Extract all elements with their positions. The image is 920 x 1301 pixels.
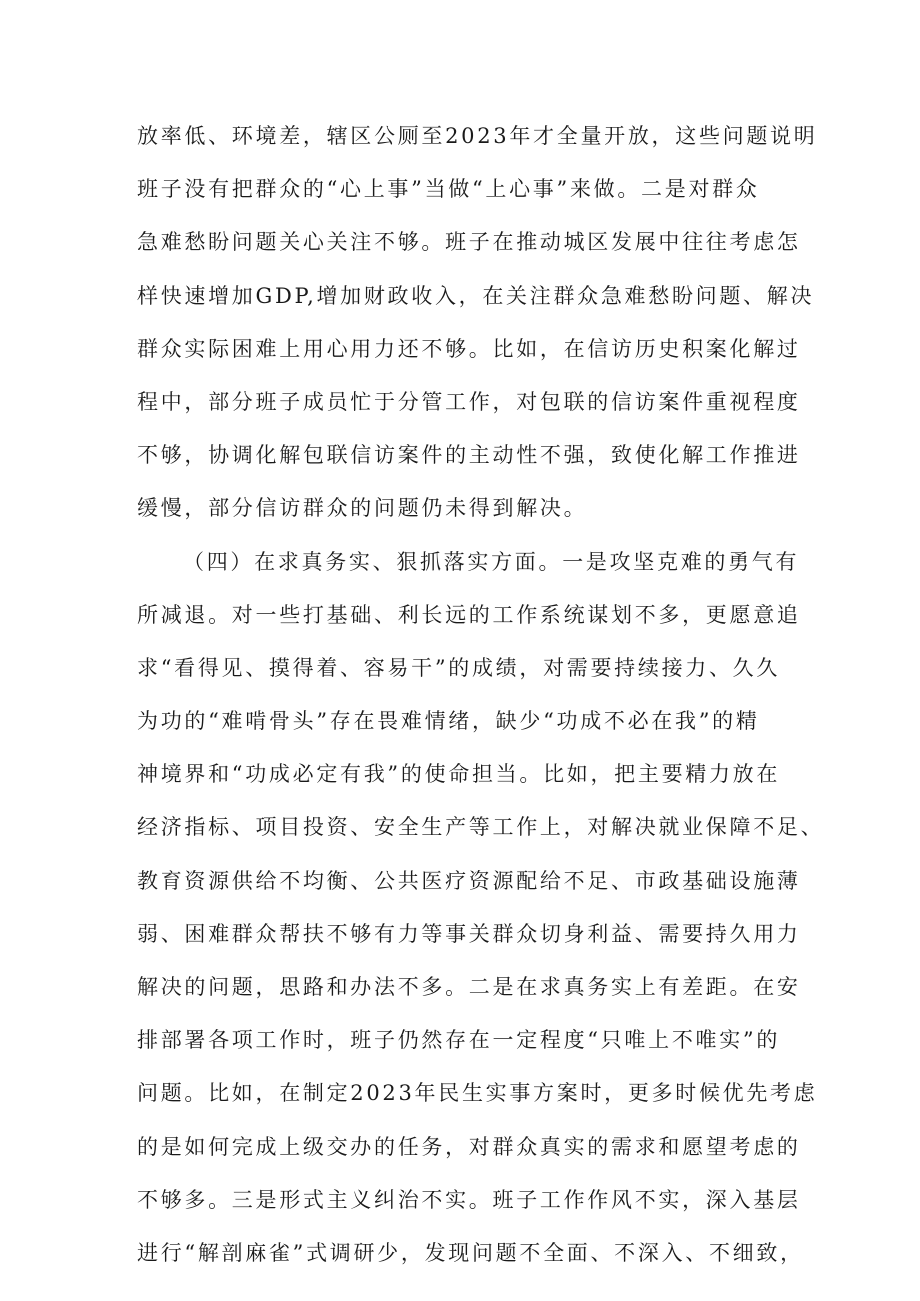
text-line: 教育资源供给不均衡、公共医疗资源配给不足、市政基础设施薄 (137, 868, 801, 893)
section-heading-line: （四）在求真务实、狠抓落实方面。一是攻坚克难的勇气有 (183, 549, 800, 574)
text-line: 的是如何完成上级交办的任务，对群众真实的需求和愿望考虑的 (137, 1134, 801, 1159)
text-line: 弱、困难群众帮扶不够有力等事关群众切身利益、需要持久用力 (137, 921, 801, 946)
text-line: 求“看得见、摸得着、容易干”的成绩，对需要持续接力、久久 (137, 655, 781, 680)
text-line: 不够多。三是形式主义纠治不实。班子工作作风不实，深入基层 (137, 1187, 801, 1212)
text-line: 程中，部分班子成员忙于分管工作，对包联的信访案件重视程度 (137, 389, 801, 414)
text-line: 样快速增加GDP,增加财政收入，在关注群众急难愁盼问题、解决 (137, 283, 815, 308)
text-line: 群众实际困难上用心用力还不够。比如，在信访历史积案化解过 (137, 336, 801, 361)
text-line: 经济指标、项目投资、安全生产等工作上，对解决就业保障不足、 (137, 815, 825, 840)
text-line: 问题。比如，在制定2023年民生实事方案时，更多时候优先考虑 (137, 1081, 818, 1106)
text-line: 放率低、环境差，辖区公厕至2023年才全量开放，这些问题说明 (137, 124, 818, 148)
text-line: 神境界和“功成必定有我”的使命担当。比如，把主要精力放在 (137, 762, 781, 787)
text-line: 解决的问题，思路和办法不多。二是在求真务实上有差距。在安 (137, 975, 801, 999)
document-body (137, 110, 825, 1280)
text-line: 班子没有把群众的“心上事”当做“上心事”来做。二是对群众 (137, 177, 760, 202)
text-line: 所减退。对一些打基础、利长远的工作系统谋划不多，更愿意追 (137, 602, 801, 627)
text-line: 缓慢，部分信访群众的问题仍未得到解决。 (137, 496, 588, 521)
text-line: 急难愁盼问题关心关注不够。班子在推动城区发展中往往考虑怎 (137, 230, 801, 255)
text-line: 进行“解剖麻雀”式调研少，发现问题不全面、不深入、不细致， (137, 1240, 804, 1265)
text-line: 为功的“难啃骨头”存在畏难情绪，缺少“功成不必在我”的精 (137, 709, 760, 734)
text-line: 不够，协调化解包联信访案件的主动性不强，致使化解工作推进 (137, 443, 801, 468)
text-line: 排部署各项工作时，班子仍然存在一定程度“只唯上不唯实”的 (137, 1028, 781, 1053)
